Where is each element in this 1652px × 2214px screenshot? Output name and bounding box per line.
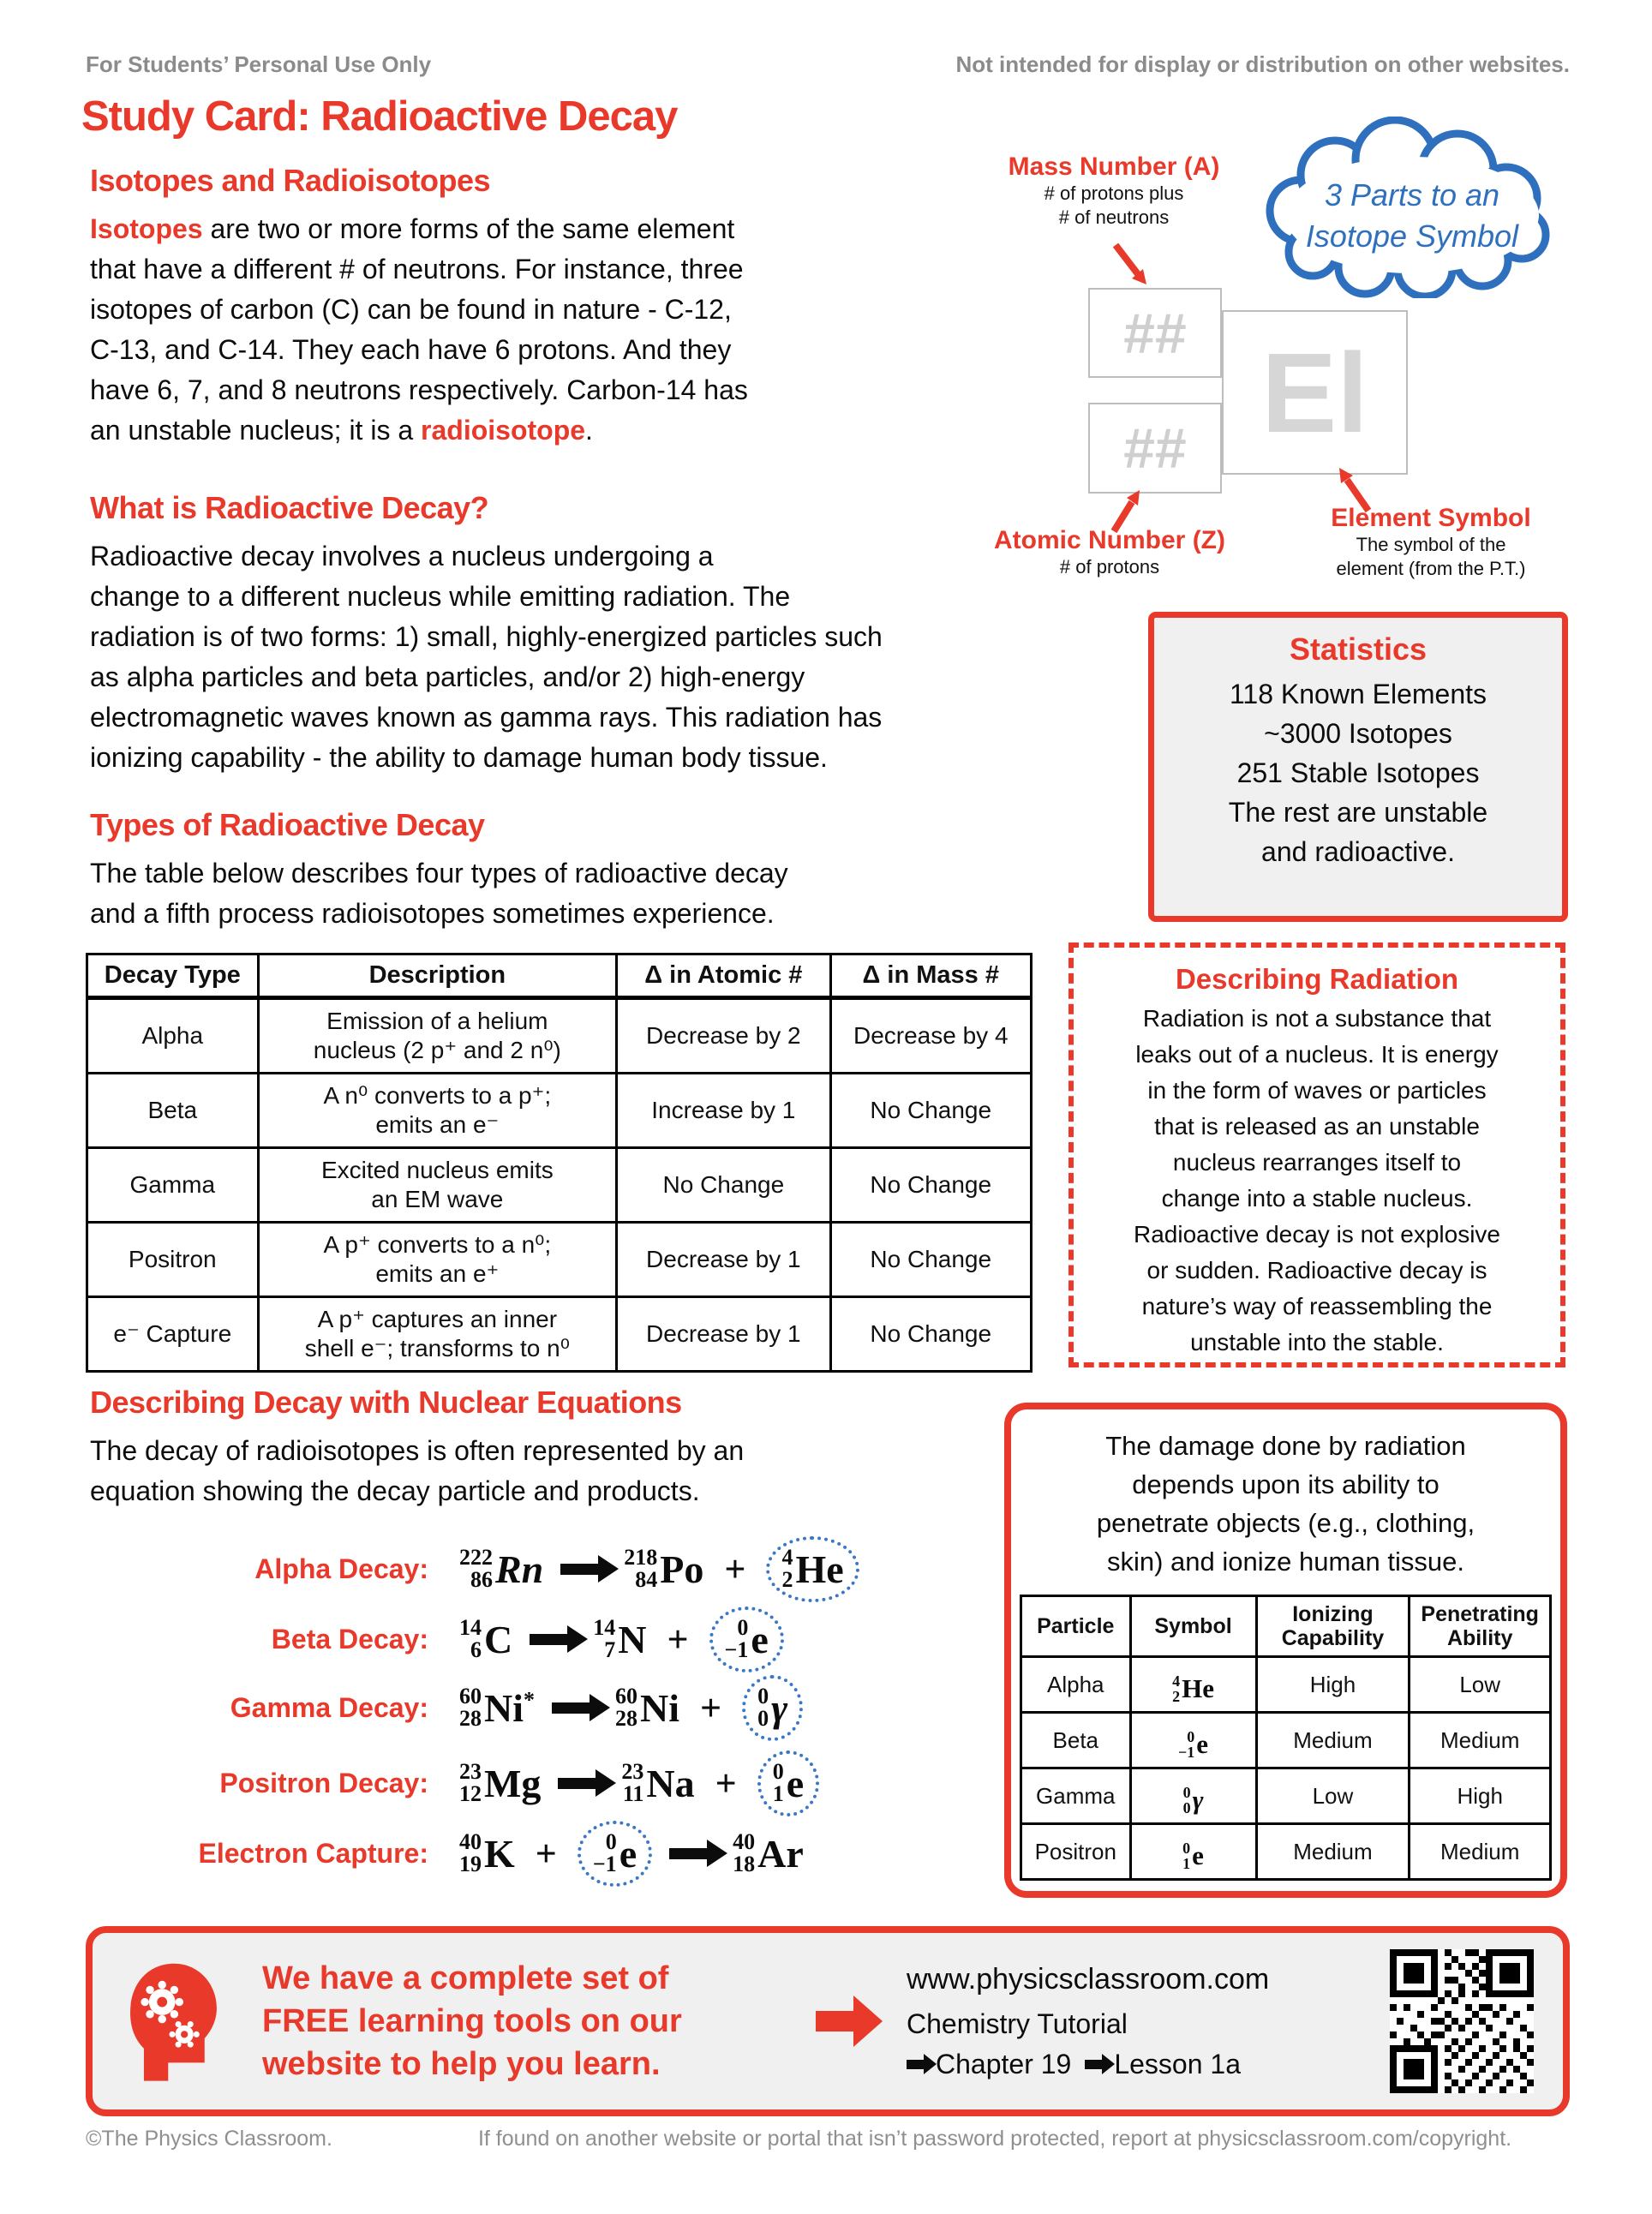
cell-desc: A p⁺ converts to a n⁰; emits an e⁺: [258, 1223, 617, 1297]
cell-ionizing: Low: [1256, 1768, 1410, 1824]
nuclide-carbon: 14 6 C: [459, 1615, 513, 1662]
cell-penetrating: Medium: [1410, 1824, 1551, 1880]
cell-mass: No Change: [830, 1148, 1031, 1223]
cell-penetrating: Medium: [1410, 1713, 1551, 1768]
header-right: Not intended for display or distribution on other websites.: [955, 51, 1570, 77]
nav-arrow-icon: [1085, 2060, 1102, 2069]
nuclide-sodium: 23 11 Na: [621, 1759, 695, 1806]
cell-atomic: No Change: [617, 1148, 830, 1223]
lesson-label: Lesson 1a: [1114, 2048, 1241, 2079]
table-row: [87, 1148, 1032, 1223]
col-header-mass: Δ in Mass #: [830, 954, 1031, 998]
nav-arrow-icon: [907, 2060, 924, 2069]
cell-particle: Positron: [1021, 1824, 1131, 1880]
cell-type: Alpha: [87, 998, 259, 1074]
col-header-decay-type: Decay Type: [87, 954, 259, 998]
nuclide-polonium: 218 84 Po: [624, 1545, 704, 1592]
statistics-box: [1148, 612, 1568, 922]
table-row: [87, 1074, 1032, 1148]
table-row: [87, 1223, 1032, 1297]
col-header-atomic: Δ in Atomic #: [617, 954, 830, 998]
element-symbol-sub: The symbol of the element (from the P.T.): [1336, 534, 1526, 579]
banner-message: We have a complete set of FREE learning tools on our website to help you learn.: [262, 1960, 682, 2082]
types-paragraph: The table below describes four types of radioactive decay and a fifth process radioisotopes sometimes experience.: [90, 858, 788, 929]
section-heading-decay: What is Radioactive Decay?: [90, 490, 489, 525]
reaction-arrow-icon: [552, 1702, 590, 1714]
particle-row: [1021, 1768, 1551, 1824]
isotopes-period: .: [585, 415, 593, 446]
circled-beta-particle: 0 −1 e: [709, 1607, 784, 1672]
beta-decay-equation: [86, 1604, 784, 1674]
atomic-number-sub: # of protons: [1059, 556, 1160, 577]
cell-atomic: Decrease by 2: [617, 998, 830, 1074]
cell-penetrating: Low: [1410, 1657, 1551, 1713]
plus-sign: +: [715, 1762, 737, 1804]
cell-desc: A n⁰ converts to a p⁺; emits an e⁻: [258, 1074, 617, 1148]
col-header-particle: Particle: [1021, 1596, 1131, 1657]
section-heading-equations: Describing Decay with Nuclear Equations: [90, 1385, 682, 1420]
gamma-decay-equation: [86, 1672, 803, 1743]
particle-row: [1021, 1713, 1551, 1768]
cell-symbol: 4 2 He: [1130, 1657, 1256, 1713]
header-left: For Students’ Personal Use Only: [86, 51, 432, 77]
cell-atomic: Decrease by 1: [617, 1223, 830, 1297]
big-red-arrow-icon: [816, 1994, 884, 2049]
circled-alpha-particle: 4 2 He: [766, 1536, 859, 1602]
isotopes-paragraph: [90, 209, 1101, 451]
circled-gamma-ray: 0 0 γ: [742, 1675, 803, 1741]
particle-row: [1021, 1657, 1551, 1713]
col-header-penetrating: Penetrating Ability: [1410, 1596, 1551, 1657]
cell-ionizing: Medium: [1256, 1824, 1410, 1880]
head-gears-icon: [122, 1960, 223, 2083]
excited-star: *: [524, 1687, 535, 1713]
col-header-symbol: Symbol: [1130, 1596, 1256, 1657]
qr-code-icon: [1390, 1949, 1534, 2093]
describing-radiation-box: [1068, 942, 1565, 1367]
mass-number-title: Mass Number (A): [1008, 153, 1220, 181]
cell-mass: No Change: [830, 1074, 1031, 1148]
section-heading-isotopes: Isotopes and Radioisotopes: [90, 163, 491, 198]
element-symbol-label: [1302, 504, 1559, 581]
cell-symbol: 0 −1 e: [1130, 1713, 1256, 1768]
decay-types-table: [86, 953, 1032, 1373]
reaction-arrow-icon: [530, 1634, 567, 1645]
cell-desc: Excited nucleus emits an EM wave: [258, 1148, 617, 1223]
mass-number-sub: # of protons plus # of neutrons: [1044, 183, 1184, 228]
nuclide-radon: 222 86 Rn: [459, 1545, 544, 1592]
footer: [86, 2127, 1570, 2151]
nuclide-potassium: 40 19 K: [459, 1829, 515, 1876]
chapter-lesson-line: [907, 2049, 1386, 2080]
nuclide-argon: 40 18 Ar: [733, 1829, 804, 1876]
table-row: [87, 998, 1032, 1074]
isotopes-body: are two or more forms of the same element that have a different # of neutrons. For instance, three isotopes of carbon (C) can be found in nature - C-12, C-13, and C-14. They each have 6 protons. And they have 6, 7, and 8 neutrons respectively. Carbon-14 has an unstable nucleus; it is a: [90, 213, 748, 446]
cell-mass: No Change: [830, 1223, 1031, 1297]
mass-number-box: ##: [1088, 288, 1222, 378]
cell-symbol: 0 0 γ: [1130, 1768, 1256, 1824]
particle-header-row: [1021, 1596, 1551, 1657]
reaction-arrow-icon: [560, 1564, 598, 1575]
statistics-body: 118 Known Elements ~3000 Isotopes 251 Stable Isotopes The rest are unstable and radioactive.: [1228, 679, 1488, 867]
website-url: www.physicsclassroom.com: [907, 1962, 1270, 1996]
cell-desc: A p⁺ captures an inner shell e⁻; transforms to n⁰: [258, 1297, 617, 1372]
cloud-callout: [1249, 117, 1571, 298]
circled-positron: 0 1 e: [757, 1750, 819, 1816]
col-header-description: Description: [258, 954, 617, 998]
damage-text: The damage done by radiation depends upon its ability to penetrate objects (e.g., clothing, skin) and ionize human tissue.: [1096, 1431, 1475, 1577]
atomic-number-box: ##: [1088, 403, 1222, 494]
radiation-body: Radiation is not a substance that leaks out of a nucleus. It is energy in the form of waves or particles that is released as an unstable nucleus rearranges itself to change into a stable nucleus. Radioactive decay is not explosive or sudden. Radioactive decay is nature’s way of reassembling the unstable into the stable.: [1133, 1005, 1500, 1355]
particle-table: [1020, 1595, 1552, 1881]
footer-copyright: ©The Physics Classroom.: [86, 2127, 332, 2151]
nuclide-nitrogen: 14 7 N: [593, 1615, 647, 1662]
alpha-decay-equation: [86, 1534, 859, 1604]
reaction-arrow-icon: [669, 1848, 707, 1859]
plus-sign: +: [700, 1686, 722, 1729]
statistics-heading: Statistics: [1289, 631, 1428, 667]
page-title: Study Card: Radioactive Decay: [81, 93, 678, 140]
decay-paragraph: Radioactive decay involves a nucleus undergoing a change to a different nucleus while emitting radiation. The radiation is of two forms: 1) small, highly-energized particles such as alpha particles and beta particles, and/or 2) high-energy electromagnetic waves known as gamma rays. This radiation has ionizing capability - the ability to damage human body tissue.: [90, 541, 883, 773]
cell-atomic: Decrease by 1: [617, 1297, 830, 1372]
cloud-text-line1: 3 Parts to an: [1324, 177, 1500, 212]
plus-sign: +: [724, 1547, 746, 1590]
cell-particle: Beta: [1021, 1713, 1131, 1768]
particle-row: [1021, 1824, 1551, 1880]
table-row: [87, 1297, 1032, 1372]
cell-particle: Alpha: [1021, 1657, 1131, 1713]
cell-mass: No Change: [830, 1297, 1031, 1372]
electron-capture-equation: [86, 1818, 804, 1888]
promo-banner: [86, 1926, 1570, 2116]
cell-atomic: Increase by 1: [617, 1074, 830, 1148]
atomic-number-title: Atomic Number (Z): [994, 526, 1225, 554]
cell-desc: Emission of a helium nucleus (2 p⁺ and 2 n⁰): [258, 998, 617, 1074]
equations-paragraph: The decay of radioisotopes is often represented by an equation showing the decay particle and products.: [90, 1435, 745, 1506]
circled-electron: 0 −1 e: [578, 1821, 652, 1887]
atomic-number-label: [951, 526, 1268, 579]
mass-arrow-icon: [1110, 240, 1153, 291]
footer-notice: If found on another website or portal that isn’t password protected, report at physicsclassroom.com/copyright.: [477, 2127, 1512, 2151]
radioisotope-term: radioisotope: [421, 415, 586, 446]
cell-type: Beta: [87, 1074, 259, 1148]
equation-label: Positron Decay:: [219, 1767, 428, 1798]
reaction-arrow-icon: [558, 1778, 596, 1789]
cell-ionizing: High: [1256, 1657, 1410, 1713]
equation-label: Electron Capture:: [198, 1837, 428, 1869]
equation-label: Alpha Decay:: [254, 1553, 428, 1584]
cell-type: e⁻ Capture: [87, 1297, 259, 1372]
cell-symbol: 0 1 e: [1130, 1824, 1256, 1880]
nuclide-nickel-excited: 60 28 Ni*: [459, 1684, 535, 1731]
table-header-row: [87, 954, 1032, 998]
mass-number-label: [973, 153, 1255, 230]
nuclide-nickel: 60 28 Ni: [615, 1684, 679, 1731]
equation-label: Beta Decay:: [271, 1623, 428, 1655]
radiation-damage-box: [1004, 1403, 1567, 1898]
tutorial-name: Chemistry Tutorial: [907, 2008, 1128, 2039]
col-header-ionizing: Ionizing Capability: [1256, 1596, 1410, 1657]
positron-decay-equation: [86, 1748, 819, 1818]
cell-mass: Decrease by 4: [830, 998, 1031, 1074]
cell-type: Positron: [87, 1223, 259, 1297]
cell-ionizing: Medium: [1256, 1713, 1410, 1768]
element-symbol-title: Element Symbol: [1331, 504, 1531, 532]
cell-penetrating: High: [1410, 1768, 1551, 1824]
plus-sign: +: [535, 1832, 557, 1875]
banner-links: [907, 1963, 1386, 2080]
plus-sign: +: [667, 1618, 689, 1660]
cell-particle: Gamma: [1021, 1768, 1131, 1824]
radiation-heading: Describing Radiation: [1175, 963, 1459, 995]
section-heading-types: Types of Radioactive Decay: [90, 807, 485, 842]
equation-label: Gamma Decay:: [230, 1691, 428, 1723]
chapter-label: Chapter 19: [936, 2048, 1072, 2079]
nuclide-magnesium: 23 12 Mg: [459, 1759, 542, 1806]
cloud-text-line2: Isotope Symbol: [1305, 218, 1519, 254]
cell-type: Gamma: [87, 1148, 259, 1223]
element-symbol-box: El: [1222, 310, 1408, 475]
isotopes-term: Isotopes: [90, 213, 203, 244]
